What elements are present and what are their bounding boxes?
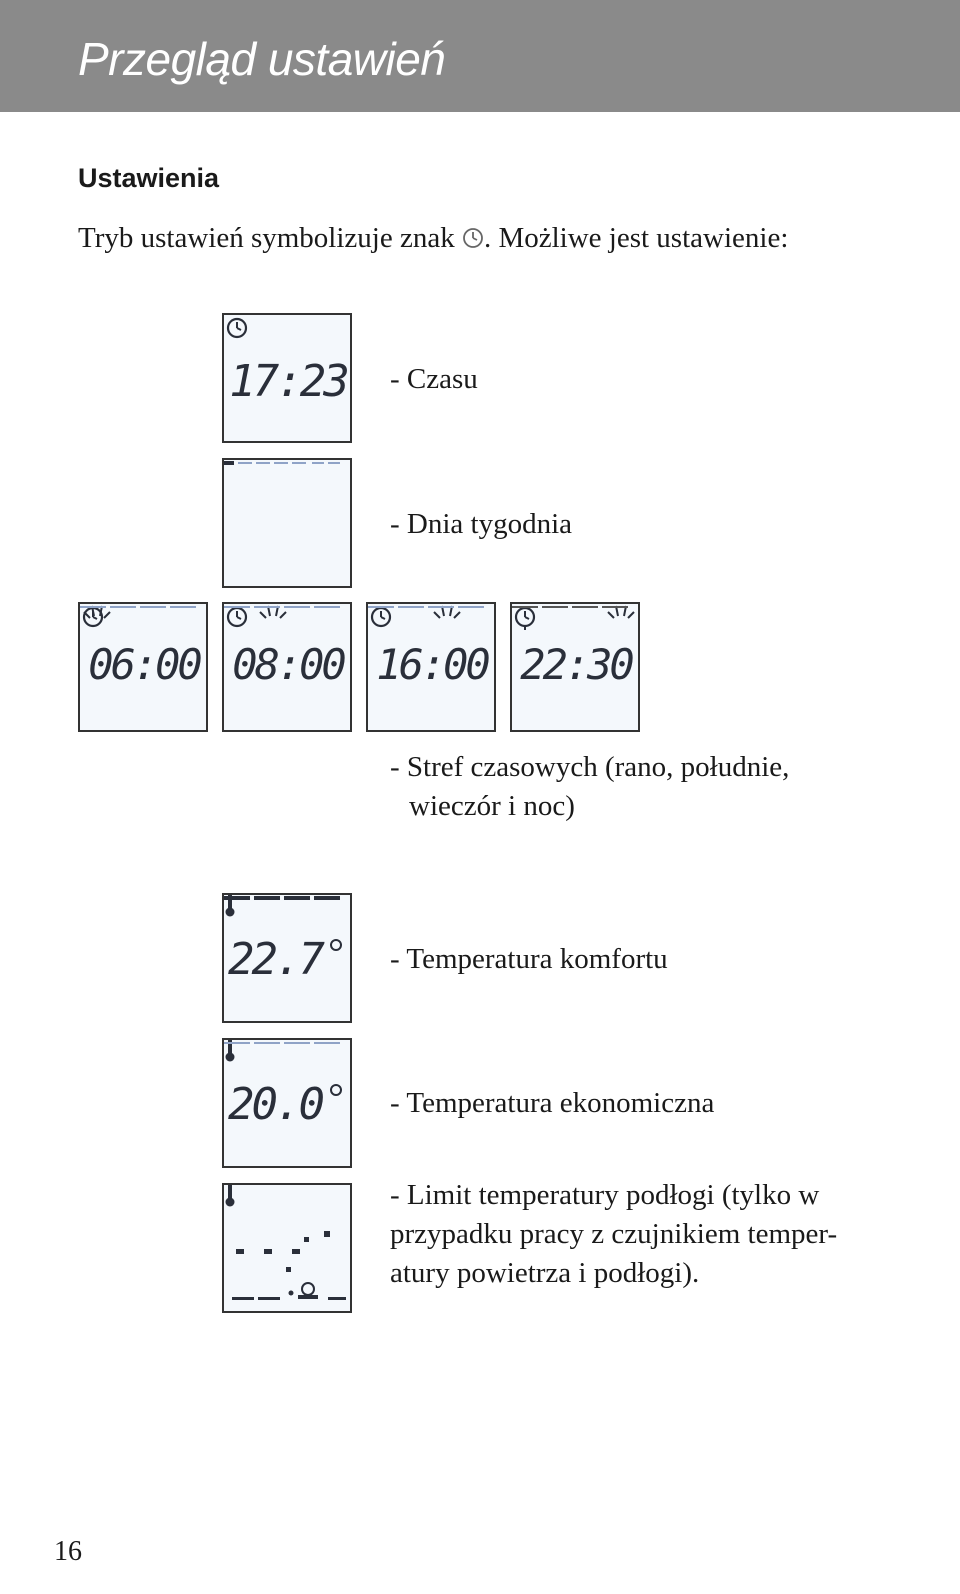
lcd-zone-value: 08:00 xyxy=(232,640,344,689)
item-weekday-label: - Dnia tygodnia xyxy=(390,508,573,540)
lcd-clock-icon xyxy=(224,315,250,341)
lcd-floor-display xyxy=(222,1183,352,1313)
lcd-zone-value: 16:00 xyxy=(376,640,488,689)
page-number: 16 xyxy=(54,1536,82,1567)
lcd-economy-bar xyxy=(224,1040,340,1046)
intro-text-before: Tryb ustawień symbolizuje znak xyxy=(78,222,455,254)
lcd-zone-bar xyxy=(80,604,196,610)
section-heading: Ustawienia xyxy=(78,163,220,193)
lcd-comfort-display xyxy=(222,893,352,1023)
item-floor-line2: przypadku pracy z czujnikiem temper- xyxy=(390,1218,838,1250)
clock-icon xyxy=(462,227,484,249)
item-floor-line1: - Limit temperatury podłogi (tylko w xyxy=(390,1179,820,1211)
item-floor-line3: atury powietrza i podłogi). xyxy=(390,1257,700,1289)
lcd-time-display xyxy=(222,313,352,443)
lcd-economy-display xyxy=(222,1038,352,1168)
lcd-zone-morning xyxy=(78,602,208,732)
thermometer-icon xyxy=(224,1185,236,1207)
lcd-zone-bar xyxy=(368,604,484,610)
lcd-time-value: 17:23 xyxy=(229,356,347,407)
lcd-weekday-bar xyxy=(224,460,340,466)
intro-text-after: . Możliwe jest ustawienie: xyxy=(483,222,789,254)
lcd-comfort-value: 22.7 xyxy=(228,934,322,985)
item-comfort-label: - Temperatura komfortu xyxy=(390,943,668,975)
intro-paragraph xyxy=(78,222,788,255)
lcd-weekday-display xyxy=(222,458,352,588)
lcd-zone-evening xyxy=(366,602,496,732)
lcd-zone-value: 22:30 xyxy=(520,640,632,689)
lcd-zone-night xyxy=(510,602,640,732)
degree-icon xyxy=(330,1084,342,1096)
item-zones-line1: - Stref czasowych (rano, południe, xyxy=(390,751,790,783)
lcd-zone-bar xyxy=(224,604,340,610)
lcd-zone-value: 06:00 xyxy=(88,640,200,689)
item-economy-label: - Temperatura ekonomiczna xyxy=(390,1087,715,1119)
lcd-economy-value: 20.0 xyxy=(228,1079,322,1130)
lcd-zone-noon xyxy=(222,602,352,732)
lcd-comfort-bar xyxy=(224,895,340,901)
page-header xyxy=(0,0,960,112)
degree-icon xyxy=(330,939,342,951)
lcd-floor-segments xyxy=(224,1185,352,1313)
item-floor-label xyxy=(390,1176,837,1293)
item-zones-label xyxy=(390,748,789,826)
lcd-zone-bar xyxy=(512,604,628,610)
page-title: Przegląd ustawień xyxy=(78,33,446,85)
item-zones-line2: wieczór i noc) xyxy=(409,790,575,822)
item-time-label: - Czasu xyxy=(390,363,478,395)
